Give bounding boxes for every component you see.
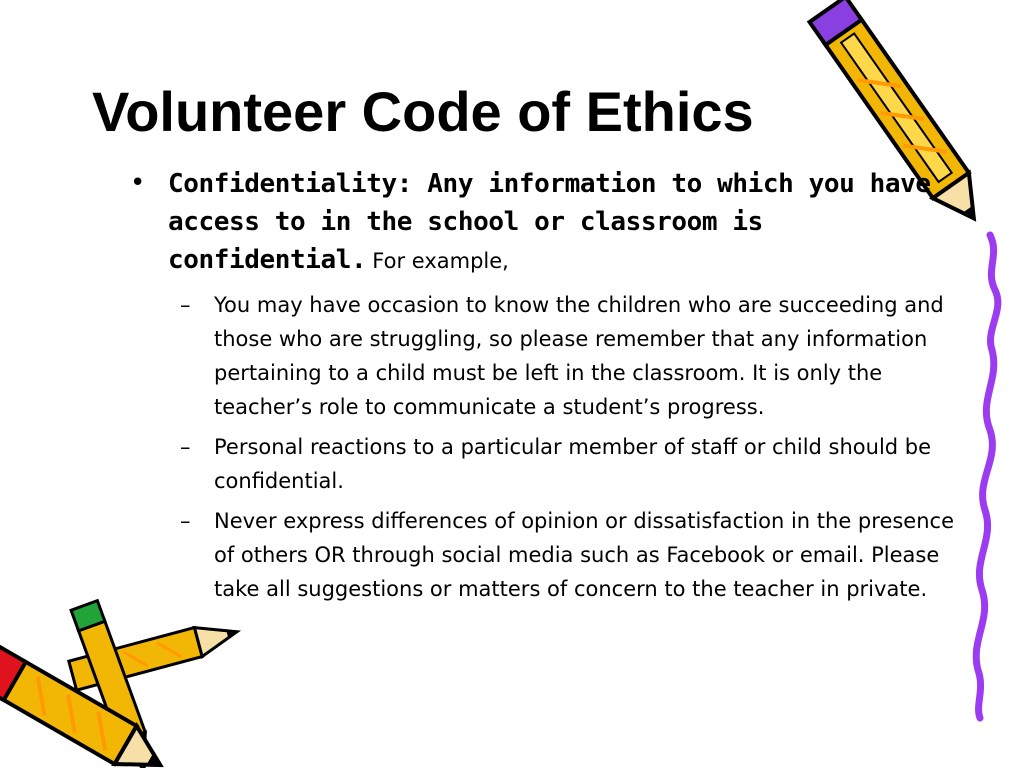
main-bullet-text <box>168 165 948 280</box>
sub-bullet-marker: – <box>180 435 191 459</box>
sub-bullet-text: Personal reactions to a particular member of staff or child should be confidential. <box>214 435 932 493</box>
confidentiality-lead: Confidentiality: Any information to which you have access to in the school or classroom is confidential. <box>168 169 931 275</box>
sub-bullet-list <box>180 288 960 612</box>
sub-bullet-text: You may have occasion to know the children who are succeeding and those who are struggling, so please remember that any information pertaining to a child must be left in the classroom. It is only the teacher’s role to communicate a student’s progress. <box>214 293 944 419</box>
bullet-marker: • <box>130 168 146 198</box>
sub-bullet-item <box>180 504 960 606</box>
main-bullet <box>130 165 960 280</box>
sub-bullet-text: Never express differences of opinion or dissatisfaction in the presence of others OR through social media such as Facebook or email. Please take all suggestions or matters of concern to the teacher in private. <box>214 509 954 601</box>
sub-bullet-marker: – <box>180 293 191 317</box>
scribble-icon <box>976 235 998 718</box>
example-tail: For example, <box>372 249 509 273</box>
sub-bullet-item <box>180 288 960 424</box>
sub-bullet-marker: – <box>180 509 191 533</box>
slide-title: Volunteer Code of Ethics <box>92 80 754 143</box>
sub-bullet-item <box>180 430 960 498</box>
